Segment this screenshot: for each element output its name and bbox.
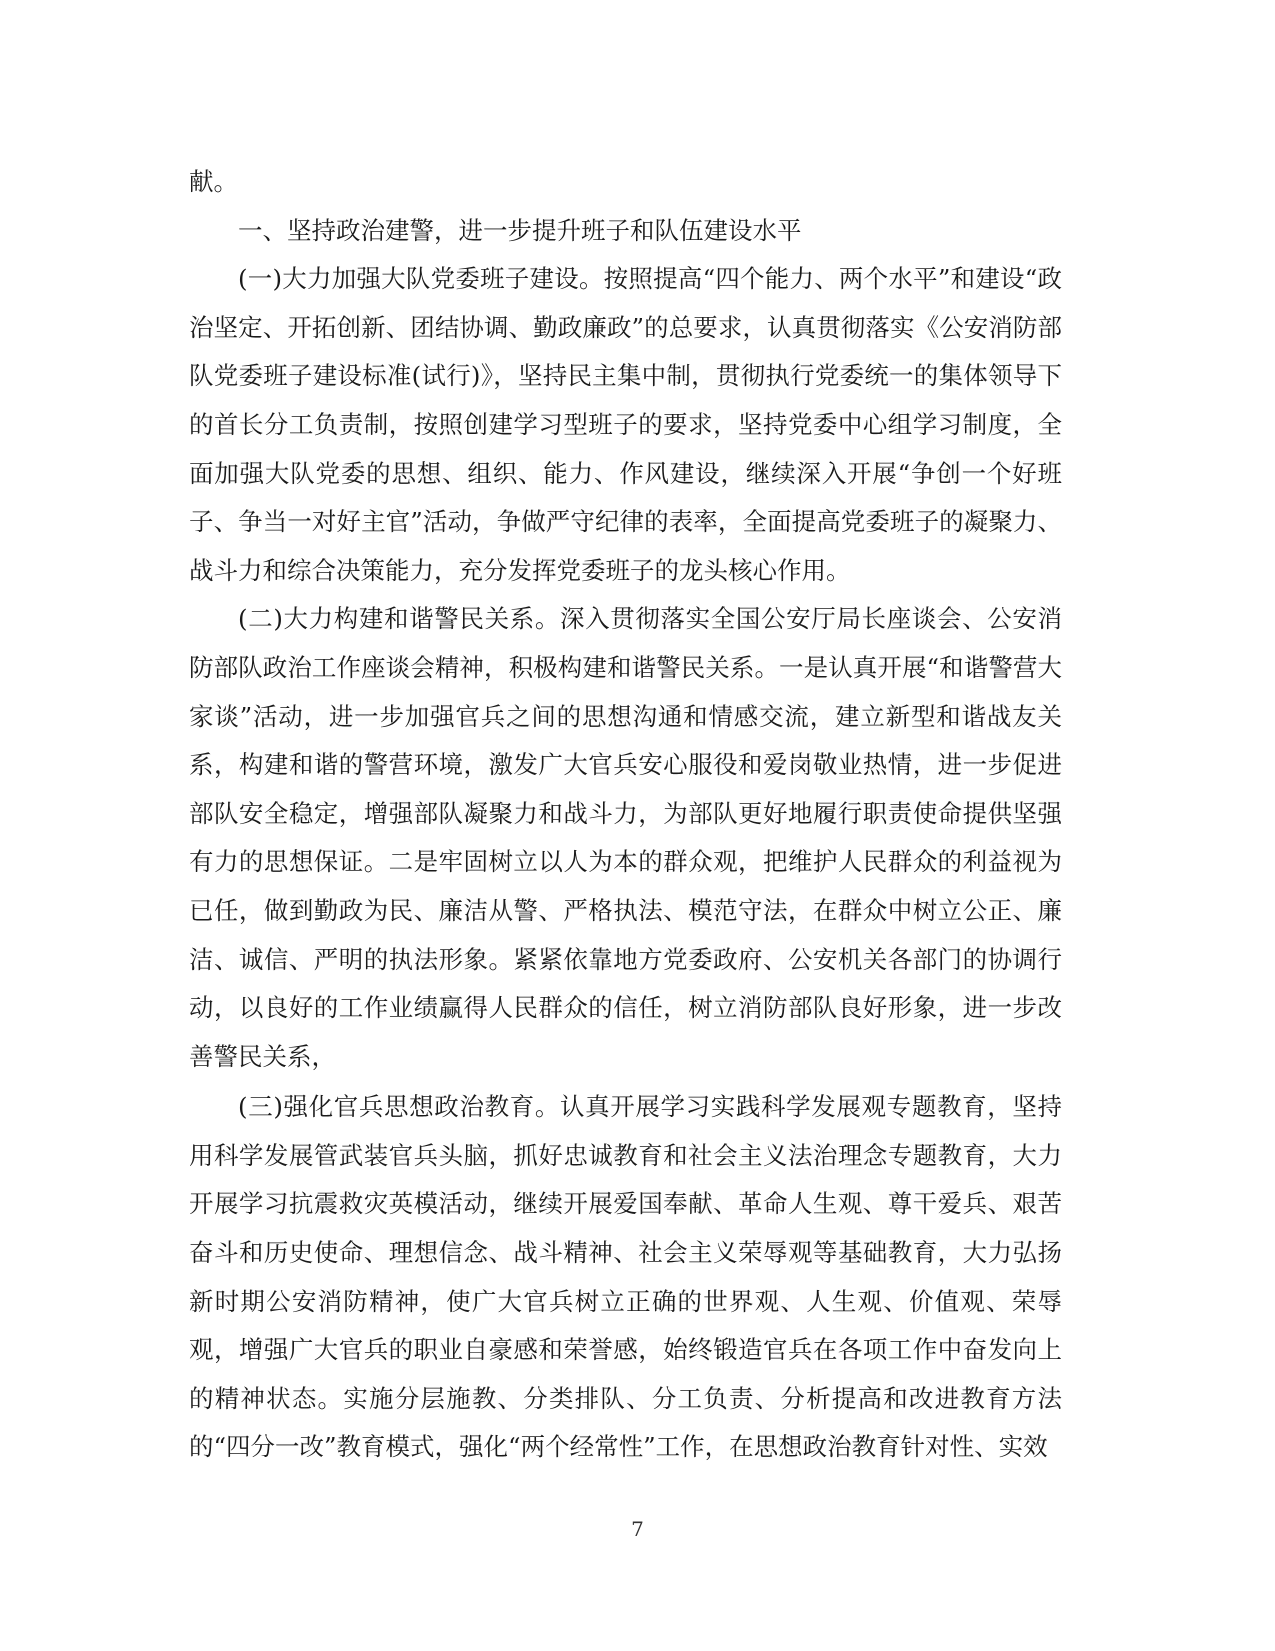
paragraph-police-civilian-relations: (二)大力构建和谐警民关系。深入贯彻落实全国公安厅局长座谈会、公安消防部队政治工作座谈会精神，积极构建和谐警民关系。一是认真开展“和谐警营大家谈”活动，进一步加强官兵之间的思想沟通和情感交流，建立新型和谐战友关系，构建和谐的警营环境，激发广大官兵安心服役和爱岗敬业热情，进一步促进部队安全稳定，增强部队凝聚力和战斗力，为部队更好地履行职责使命提供坚强有力的思想保证。二是牢固树立以人为本的群众观，把维护人民群众的利益视为已任，做到勤政为民、廉洁从警、严格执法、模范守法，在群众中树立公正、廉洁、诚信、严明的执法形象。紧紧依靠地方党委政府、公安机关各部门的协调行动，以良好的工作业绩赢得人民群众的信任，树立消防部队良好形象，进一步改善警民关系， — [189, 604, 1062, 1071]
document-body — [189, 158, 1062, 1472]
paragraph-political-education: (三)强化官兵思想政治教育。认真开展学习实践科学发展观专题教育，坚持用科学发展管武装官兵头脑，抓好忠诚教育和社会主义法治理念专题教育，大力开展学习抗震救灾英模活动，继续开展爱国奉献、革命人生观、尊干爱兵、艰苦奋斗和历史使命、理想信念、战斗精神、社会主义荣辱观等基础教育，大力弘扬新时期公安消防精神，使广大官兵树立正确的世界观、人生观、价值观、荣辱观，增强广大官兵的职业自豪感和荣誉感，始终锻造官兵在各项工作中奋发向上的精神状态。实施分层施教、分类排队、分工负责、分析提高和改进教育方法的“四分一改”教育模式，强化“两个经常性”工作，在思想政治教育针对性、实效 — [189, 1092, 1062, 1462]
paragraph-continuation: 献。 — [189, 167, 238, 196]
paragraph-party-committee: (一)大力加强大队党委班子建设。按照提高“四个能力、两个水平”和建设“政治坚定、开拓创新、团结协调、勤政廉政”的总要求，认真贯彻落实《公安消防部队党委班子建设标准(试行)》，坚持民主集中制，贯彻执行党委统一的集体领导下的首长分工负责制，按照创建学习型班子的要求，坚持党委中心组学习制度，全面加强大队党委的思想、组织、能力、作风建设，继续深入开展“争创一个好班子、争当一对好主官”活动，争做严守纪律的表率，全面提高党委班子的凝聚力、战斗力和综合决策能力，充分发挥党委班子的龙头核心作用。 — [189, 264, 1062, 585]
section-heading: 一、坚持政治建警，进一步提升班子和队伍建设水平 — [238, 215, 802, 245]
page-number: 7 — [631, 1517, 644, 1541]
